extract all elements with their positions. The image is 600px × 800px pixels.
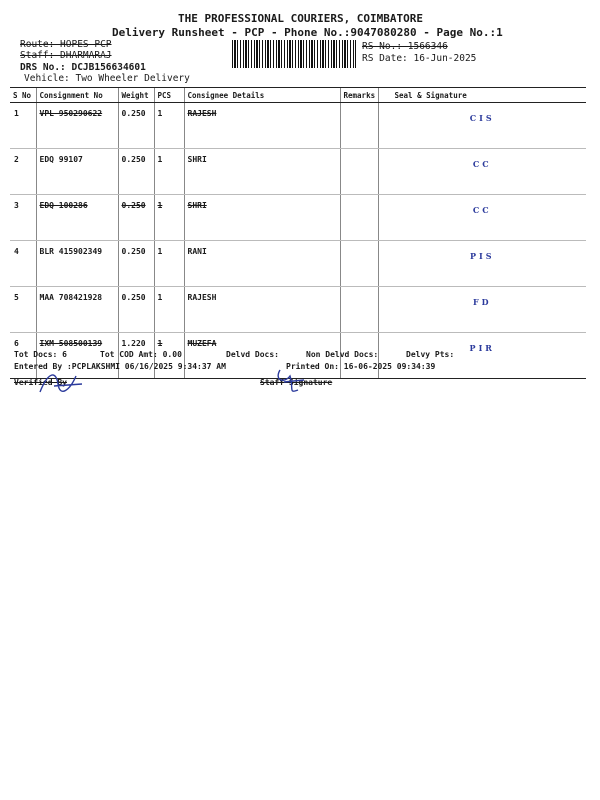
row-weight: 0.250 — [118, 103, 154, 149]
rs-number — [362, 41, 448, 52]
row-weight: 0.250 — [118, 287, 154, 333]
verifier-signature-scribble — [36, 366, 96, 396]
row-weight — [118, 195, 154, 241]
row-remarks — [340, 149, 378, 195]
route-text: Route: HOPES PCP — [20, 39, 112, 50]
consignee-name: SHRI — [187, 201, 207, 210]
row-pcs: 1 — [154, 287, 184, 333]
drs-number: DRS No.: DCJB156634601 — [20, 62, 146, 73]
total-cod-amount: Tot COD Amt: 0.00 — [100, 350, 182, 359]
consignee-name: RAJESH — [187, 109, 217, 118]
row-sno: 3 — [10, 195, 36, 241]
weight-value: 0.250 — [121, 201, 146, 210]
row-signature: FD — [378, 287, 586, 333]
barcode — [232, 40, 356, 68]
row-weight: 0.250 — [118, 241, 154, 287]
row-sno: 1 — [10, 103, 36, 149]
row-signature: CC — [378, 149, 586, 195]
row-consignee: RANI — [184, 241, 340, 287]
route-label — [20, 39, 112, 50]
row-pcs — [154, 195, 184, 241]
printed-on: Printed On: 16-06-2025 09:34:39 — [286, 362, 436, 371]
pcs-value: 1 — [157, 339, 163, 348]
row-sno: 4 — [10, 241, 36, 287]
delivery-points: Delvy Pts: — [406, 350, 455, 359]
row-pcs: 1 — [154, 103, 184, 149]
col-weight: Weight — [118, 88, 154, 103]
table-row — [10, 241, 586, 287]
rs-number-text: RS No.: 1566346 — [362, 41, 448, 52]
row-consignment — [36, 195, 118, 241]
row-consignee: SHRI — [184, 149, 340, 195]
consignee-name: MUZEFA — [187, 339, 217, 348]
vehicle-type: Vehicle: Two Wheeler Delivery — [24, 73, 190, 84]
row-sno: 2 — [10, 149, 36, 195]
col-signature: Seal & Signature — [378, 88, 586, 103]
row-pcs: 1 — [154, 241, 184, 287]
entered-by: Entered By :PCPLAKSHMI 06/16/2025 9:34:37 AM — [14, 362, 226, 371]
consignment-no: IXM 508500139 — [39, 339, 103, 348]
col-consignee: Consignee Details — [184, 88, 340, 103]
row-weight: 0.250 — [118, 149, 154, 195]
table-row — [10, 149, 586, 195]
row-remarks — [340, 287, 378, 333]
delivered-docs: Delvd Docs: — [226, 350, 279, 359]
table-row — [10, 287, 586, 333]
table-row — [10, 195, 586, 241]
row-signature: PIS — [378, 241, 586, 287]
row-consignment: BLR 415902349 — [36, 241, 118, 287]
consignment-no: VPL 950290622 — [39, 109, 103, 118]
consignment-no: EDQ 100286 — [39, 201, 88, 210]
row-consignee — [184, 195, 340, 241]
table-header-row — [10, 88, 586, 103]
staff-signature-scribble — [270, 366, 320, 396]
row-signature: PIR — [378, 333, 586, 379]
row-sno: 6 — [10, 333, 36, 379]
staff-label — [20, 50, 112, 61]
non-delivered-docs: Non Delvd Docs: — [306, 350, 379, 359]
row-consignee: RAJESH — [184, 287, 340, 333]
row-remarks — [340, 195, 378, 241]
staff-signature-text: Staff Signature — [260, 378, 333, 387]
row-consignment: EDQ 99107 — [36, 149, 118, 195]
row-remarks — [340, 103, 378, 149]
row-remarks — [340, 241, 378, 287]
row-signature: CIS — [378, 103, 586, 149]
row-consignment — [36, 103, 118, 149]
verified-by-text: Verified By — [14, 378, 67, 387]
pcs-value: 1 — [157, 201, 163, 210]
row-pcs: 1 — [154, 149, 184, 195]
company-title: THE PROFESSIONAL COURIERS, COIMBATORE — [178, 12, 424, 25]
row-signature: CC — [378, 195, 586, 241]
row-consignee — [184, 103, 340, 149]
col-sno: S No — [10, 88, 36, 103]
staff-text: Staff: DHARMARAJ — [20, 50, 112, 61]
total-docs: Tot Docs: 6 — [14, 350, 67, 359]
row-sno: 5 — [10, 287, 36, 333]
col-pcs: PCS — [154, 88, 184, 103]
row-consignment: MAA 708421928 — [36, 287, 118, 333]
runsheet-subtitle: Delivery Runsheet - PCP - Phone No.:9047080280 - Page No.:1 — [112, 26, 503, 39]
row-weight: 1.220 — [118, 333, 154, 379]
table-row — [10, 103, 586, 149]
col-consignment: Consignment No — [36, 88, 118, 103]
col-remarks: Remarks — [340, 88, 378, 103]
runsheet-table — [10, 87, 586, 379]
rs-date: RS Date: 16-Jun-2025 — [362, 53, 477, 64]
